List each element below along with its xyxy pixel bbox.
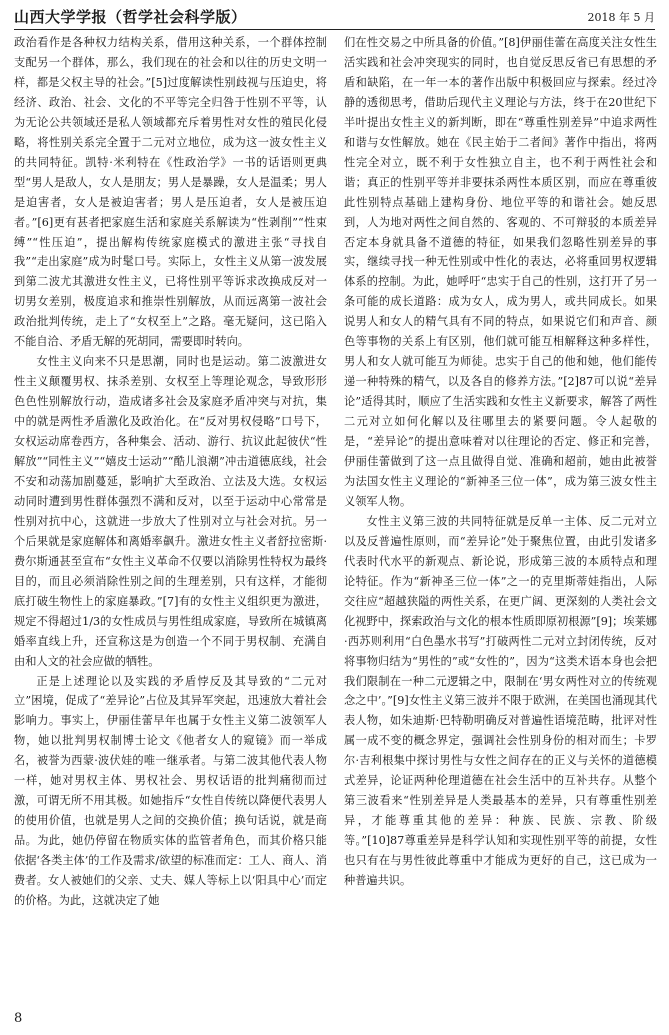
issue-date: 2018 年 5 月: [587, 11, 655, 24]
paragraph: 女性主义向来不只是思潮，同时也是运动。第二波激进女性主义颠覆男权、抹杀差别、女权至上等理论观念，导致形形色色性别解放行动，造成诸多社会及家庭矛盾冲突与对抗，集中的就是两性矛盾激化及政治化。在“反对男权侵略”口号下，女权运动席卷西方，各种集会、活动、游行、抗议此起彼伏“性解放”“同性主义”“嬉皮士运动”“酷儿浪潮”冲击道德底线，社会不安和动荡加剧蔓延，影响扩大至政治、立法及大选。女权运动同时遭到男性群体强烈不满和反对，以至于运动中心常常是性别对抗中心，这就进一步放大了性别对立与社会对抗。另一个后果就是家庭解体和离婚率飙升。激进女性主义者舒拉密斯·费尔斯通甚至宣布“女性主义革命不仅要以消除男性特权为最终目的，而且必须消除性别之间的生理差别，只有这样，才能彻底打破生物性上的家庭暴政。”[7]有的女性主义组织更为激进，规定不得超过1/3的女性成员与男性组成家庭，导致所在城镇离婚率直线上升，还宣称这是为创造一个不同于男权制、充满自由和人文的社会应做的牺牲。: [14, 355, 327, 668]
left-column: [14, 33, 327, 1001]
running-header: [14, 6, 655, 30]
journal-title: 山西大学学报（哲学社会科学版）: [14, 8, 247, 26]
right-column: [344, 33, 657, 1001]
paragraph: 正是上述理论以及实践的矛盾悖反及其导致的“二元对立”困境，促成了“差异论”占位及其异军突起，迅速放大着社会影响力。事实上，伊丽佳蕾早年也属于女性主义第二波领军人物，她以批判男权制博士论文《他者女人的窥镜》而一举成名，被誉为西蒙·波伏娃的唯一继承者。与第二波其他代表人物一样，她对男权主体、男权社会、男权话语的批判痛彻而过激，可谓无所不用其极。如她指斥“女性自传统以降便代表男人的使用价值，也就是男人之间的交换价值；换句话说，就是商品。为此，她仍停留在物质实体的监管者角色，而其价格只能依据‘各类主体’的工作及需求/欲望的标准而定：工人、商人、消费者。女人被她们的父亲、丈夫、媒人等标上以‘阳具中心’而定的价格。为此，这就决定了她: [14, 674, 327, 907]
paragraph: 政治看作是各种权力结构关系，借用这种关系，一个群体控制支配另一个群体，那么，我们现在的社会和以往的历史文明一样，都是父权主导的社会。”[5]过度解读性别歧视与压迫史，将经济、政治、社会、文化的不平等完全归咎于性别不平等，认为无论公共领域还是私人领域都充斥着男性对女性的殖民化侵略，将性别关系完全置于二元对立地位，成为这一波女性主义的共同特征。凯特·米利特在《性政治学》一书的话语则更典型“男人是敌人，女人是朋友；男人是暴躁，女人是温柔；男人是迫害者，女人是被迫害者；男人是压迫者，女人是被压迫者。”[6]更有甚者把家庭生活和家庭关系解读为“性剥削”“性束缚”“性压迫”，提出解构传统家庭模式的激进主张“寻找自我”“走出家庭”成为时髦口号。实际上，女性主义从第一波发展到第二波尤其激进女性主义，已将性别平等诉求改换成反对一切男女差别，极度追求和推崇性别解放，从而远离第一波社会政治批判传统，走上了“女权至上”之路。毫无疑问，这已陷入不能自洽、矛盾无解的死胡同，需要即时转向。: [14, 36, 327, 349]
page-number: 8: [14, 1011, 23, 1026]
header-rule: [14, 29, 655, 30]
paragraph: 们在性交易之中所具备的价值。”[8]伊丽佳蕾在高度关注女性生活实践和社会冲突现实的同时，也自觉反思反省已有思想的矛盾和缺陷，在一年一本的著作出版中积极回应与探索。经过冷静的透彻思考，借助后现代主义理论与方法，终于在20世纪下半叶提出女性主义的新判断，即在“尊重性别差异”中追求两性和谐与女性解放。她在《民主始于二者间》著作中指出，将两性完全对立，既不利于女性独立自主，也不利于两性社会和谐；真正的性别平等并非要抹杀两性本质区别，而应在尊重彼此性别特点基础上建构身份、地位平等的和谐社会。她反思到，人为地对两性之间自然的、客观的、不可辩驳的本质差异否定本身就具备不道德的特征，如果我们忽略性别差异的事实，继续寻找一种无性别或中性化的表达，必将重回男权逻辑体系的控制。为此，她呼吁“忠实于自己的性别，这打开了另一条可能的成长道路：成为女人，成为男人，或共同成长。如果说男人和女人的精气具有不同的特点，如果说它们和声音、颜色等事物的关系上有区别，他们就可能互相解释这种多样性，男人和女人就可能互为师徒。忠实于自己的他和她，他们能传递一种特殊的精气，以及各自的修养方法。”[2]87可以说“差异论”适得其时，顺应了生活实践和女性主义新要求，解答了两性二元对立如何化解以及往哪里去的紧要问题。令人起敬的是，“差异论”的提出意味着对以往理论的否定、修正和完善，伊丽佳蕾做到了这一点且做得自觉、准确和超前，她由此被誉为法国女性主义理论的“新神圣三位一体”，成为第三波女性主义领军人物。: [344, 36, 657, 508]
paragraph: 女性主义第三波的共同特征就是反单一主体、反二元对立以及反普遍性原则，而“差异论”处于聚焦位置，由此引发诸多代表时代水平的新观点、新论说，形成第三波的本质特点和理论特征。作为“新神圣三位一体”之一的克里斯蒂娃指出，人际交往应“超越狭隘的两性关系，在更广阔、更深刻的人类社会文化视野中，探索政治与文化的根本性质即原初根源”[9]；埃莱娜·西苏则利用“白色墨水书写”打破两性二元对立封闭传统，反对将事物归结为“男性的”或“女性的”，因为“这类术语本身也会把我们限制在一种二元逻辑之中，限制在‘男女两性对立的传统观念之中’。”[9]女性主义第三波并不限于欧洲，在美国也涌现其代表人物，如朱迪斯·巴特勒明确反对普遍性语境范畴，批评对性属一成不变的概念界定，强调社会性别身份的相对而生；卡罗尔·吉利根集中探讨男性与女性之间存在的正义与关怀的道德模式差异，论证两种伦理道德在社会生活中的互补共存。从整个第三波看来“性别差异是人类最基本的差异，只有尊重性别差异，才能尊重其他的差异：种族、民族、宗教、阶级等。”[10]87尊重差异是科学认知和实现性别平等的前提，女性也只有在与男性彼此尊重中才能成为更好的自己，这已成为一种普遍共识。: [344, 514, 657, 888]
